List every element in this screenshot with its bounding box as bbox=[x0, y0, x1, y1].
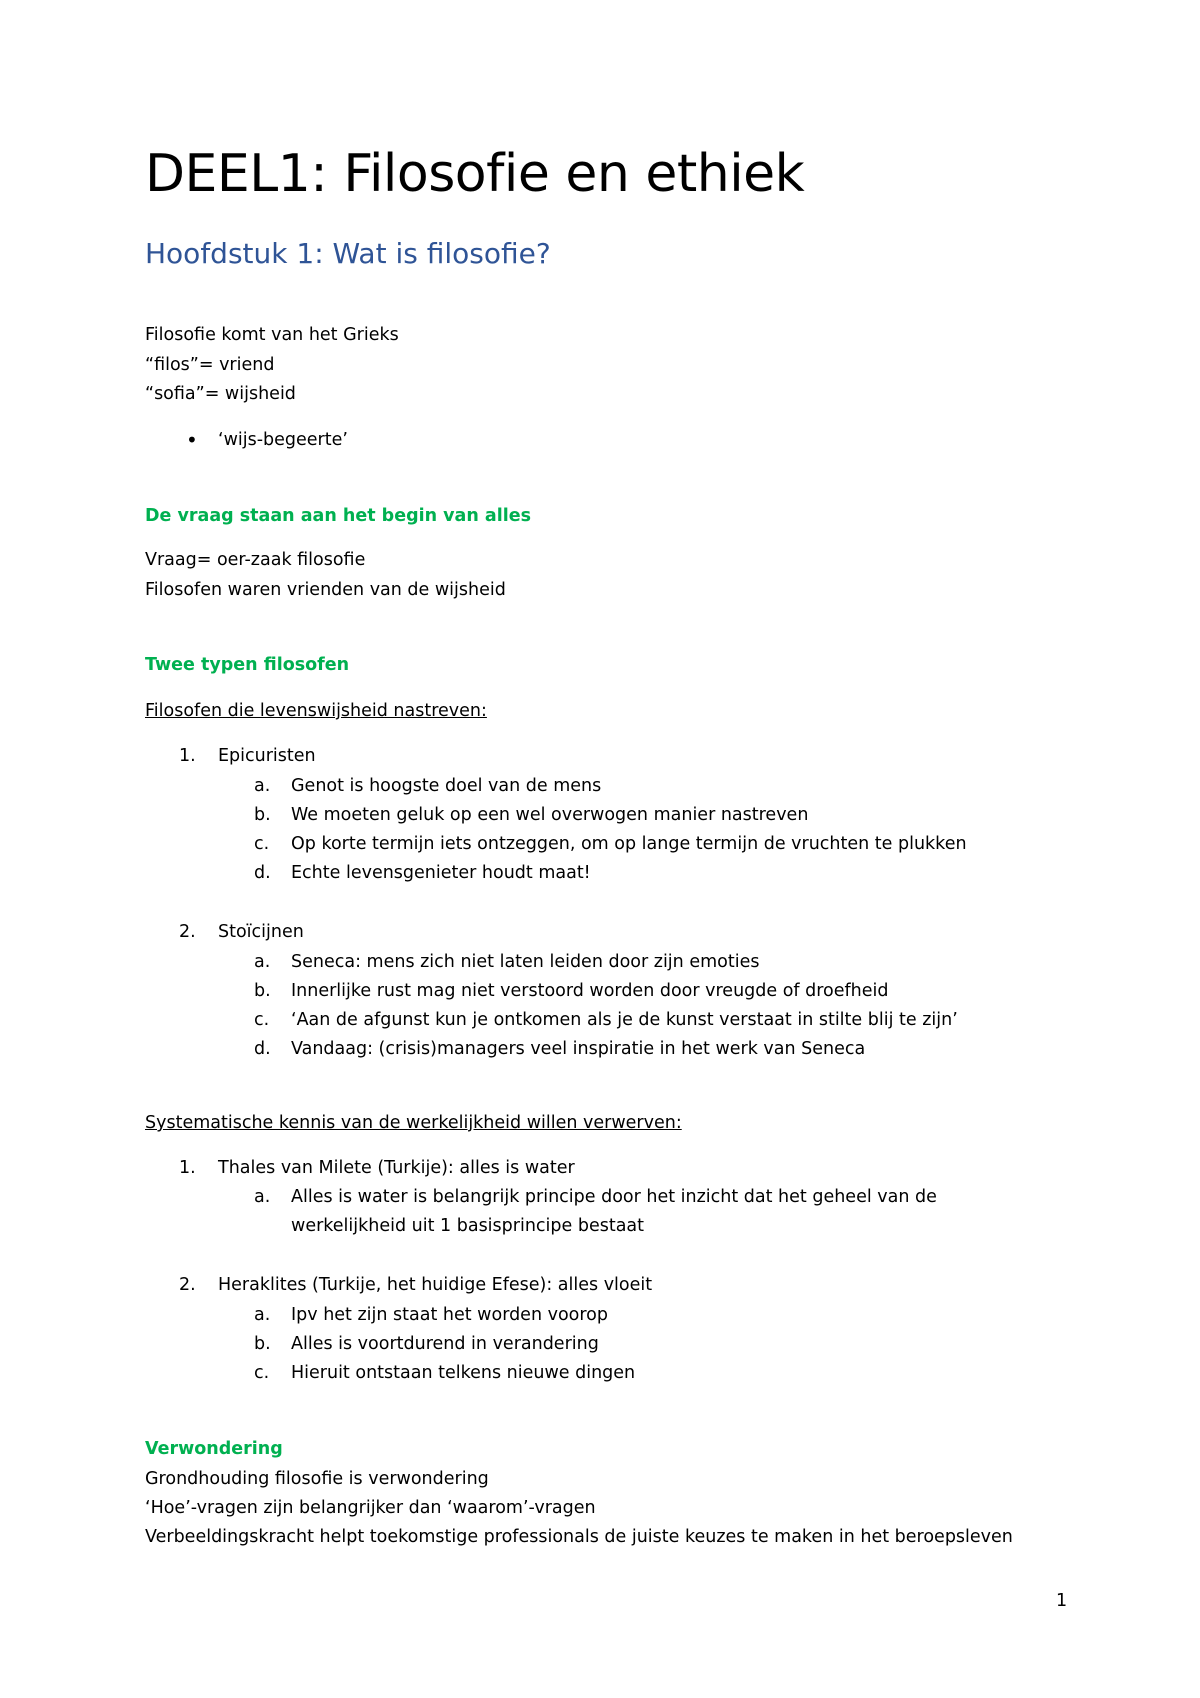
page-number: 1 bbox=[1056, 1591, 1068, 1611]
sub-list-marker: b. bbox=[254, 981, 271, 1001]
sub-list-item: Ipv het zijn staat het worden voorop bbox=[291, 1305, 608, 1325]
sub-list-item: Echte levensgenieter houdt maat! bbox=[291, 863, 591, 883]
intro-line: Filosofie komt van het Grieks bbox=[145, 325, 399, 345]
list-marker: 1. bbox=[179, 1158, 196, 1178]
list-item: Thales van Milete (Turkije): alles is water bbox=[218, 1158, 575, 1178]
bullet-item: ‘wijs-begeerte’ bbox=[218, 430, 348, 450]
list-marker: 2. bbox=[179, 1275, 196, 1295]
sub-list-marker: a. bbox=[254, 952, 271, 972]
body-line: Verbeeldingskracht helpt toekomstige professionals de juiste keuzes te maken in het beroepsleven bbox=[145, 1527, 1013, 1547]
list-item: Heraklites (Turkije, het huidige Efese): alles vloeit bbox=[218, 1275, 653, 1295]
sub-list-item-continued: werkelijkheid uit 1 basisprincipe bestaat bbox=[291, 1216, 645, 1236]
sub-list-item: Innerlijke rust mag niet verstoord worden door vreugde of droefheid bbox=[291, 981, 889, 1001]
document-title: DEEL1: Filosofie en ethiek bbox=[145, 144, 805, 204]
list-marker: 2. bbox=[179, 922, 196, 942]
section-heading: Twee typen filosofen bbox=[145, 655, 350, 675]
body-line: Grondhouding filosofie is verwondering bbox=[145, 1469, 489, 1489]
sub-list-marker: d. bbox=[254, 863, 271, 883]
intro-line: “sofia”= wijsheid bbox=[145, 384, 296, 404]
subsection-heading: Systematische kennis van de werkelijkheid willen verwerven: bbox=[145, 1113, 682, 1133]
list-item: Stoïcijnen bbox=[218, 922, 304, 942]
sub-list-marker: a. bbox=[254, 1305, 271, 1325]
body-line: Filosofen waren vrienden van de wijsheid bbox=[145, 580, 506, 600]
sub-list-marker: b. bbox=[254, 1334, 271, 1354]
intro-line: “filos”= vriend bbox=[145, 355, 275, 375]
sub-list-marker: a. bbox=[254, 1187, 271, 1207]
list-marker: 1. bbox=[179, 746, 196, 766]
chapter-heading: Hoofdstuk 1: Wat is filosofie? bbox=[145, 237, 551, 270]
sub-list-marker: a. bbox=[254, 776, 271, 796]
subsection-heading: Filosofen die levenswijsheid nastreven: bbox=[145, 701, 487, 721]
body-line: ‘Hoe’-vragen zijn belangrijker dan ‘waarom’-vragen bbox=[145, 1498, 596, 1518]
sub-list-item: Hieruit ontstaan telkens nieuwe dingen bbox=[291, 1363, 636, 1383]
sub-list-item: ‘Aan de afgunst kun je ontkomen als je de kunst verstaat in stilte blij te zijn’ bbox=[291, 1010, 958, 1030]
sub-list-item: Seneca: mens zich niet laten leiden door zijn emoties bbox=[291, 952, 760, 972]
sub-list-item: Alles is water is belangrijk principe door het inzicht dat het geheel van de bbox=[291, 1187, 937, 1207]
list-item: Epicuristen bbox=[218, 746, 316, 766]
sub-list-item: Op korte termijn iets ontzeggen, om op lange termijn de vruchten te plukken bbox=[291, 834, 967, 854]
sub-list-item: Alles is voortdurend in verandering bbox=[291, 1334, 599, 1354]
sub-list-item: Vandaag: (crisis)managers veel inspiratie in het werk van Seneca bbox=[291, 1039, 866, 1059]
section-heading: Verwondering bbox=[145, 1439, 283, 1459]
bullet-marker: • bbox=[186, 428, 198, 452]
sub-list-marker: c. bbox=[254, 1363, 270, 1383]
sub-list-marker: d. bbox=[254, 1039, 271, 1059]
sub-list-marker: c. bbox=[254, 834, 270, 854]
sub-list-marker: c. bbox=[254, 1010, 270, 1030]
sub-list-item: Genot is hoogste doel van de mens bbox=[291, 776, 602, 796]
body-line: Vraag= oer-zaak filosofie bbox=[145, 550, 366, 570]
sub-list-item: We moeten geluk op een wel overwogen manier nastreven bbox=[291, 805, 809, 825]
section-heading: De vraag staan aan het begin van alles bbox=[145, 506, 531, 526]
sub-list-marker: b. bbox=[254, 805, 271, 825]
